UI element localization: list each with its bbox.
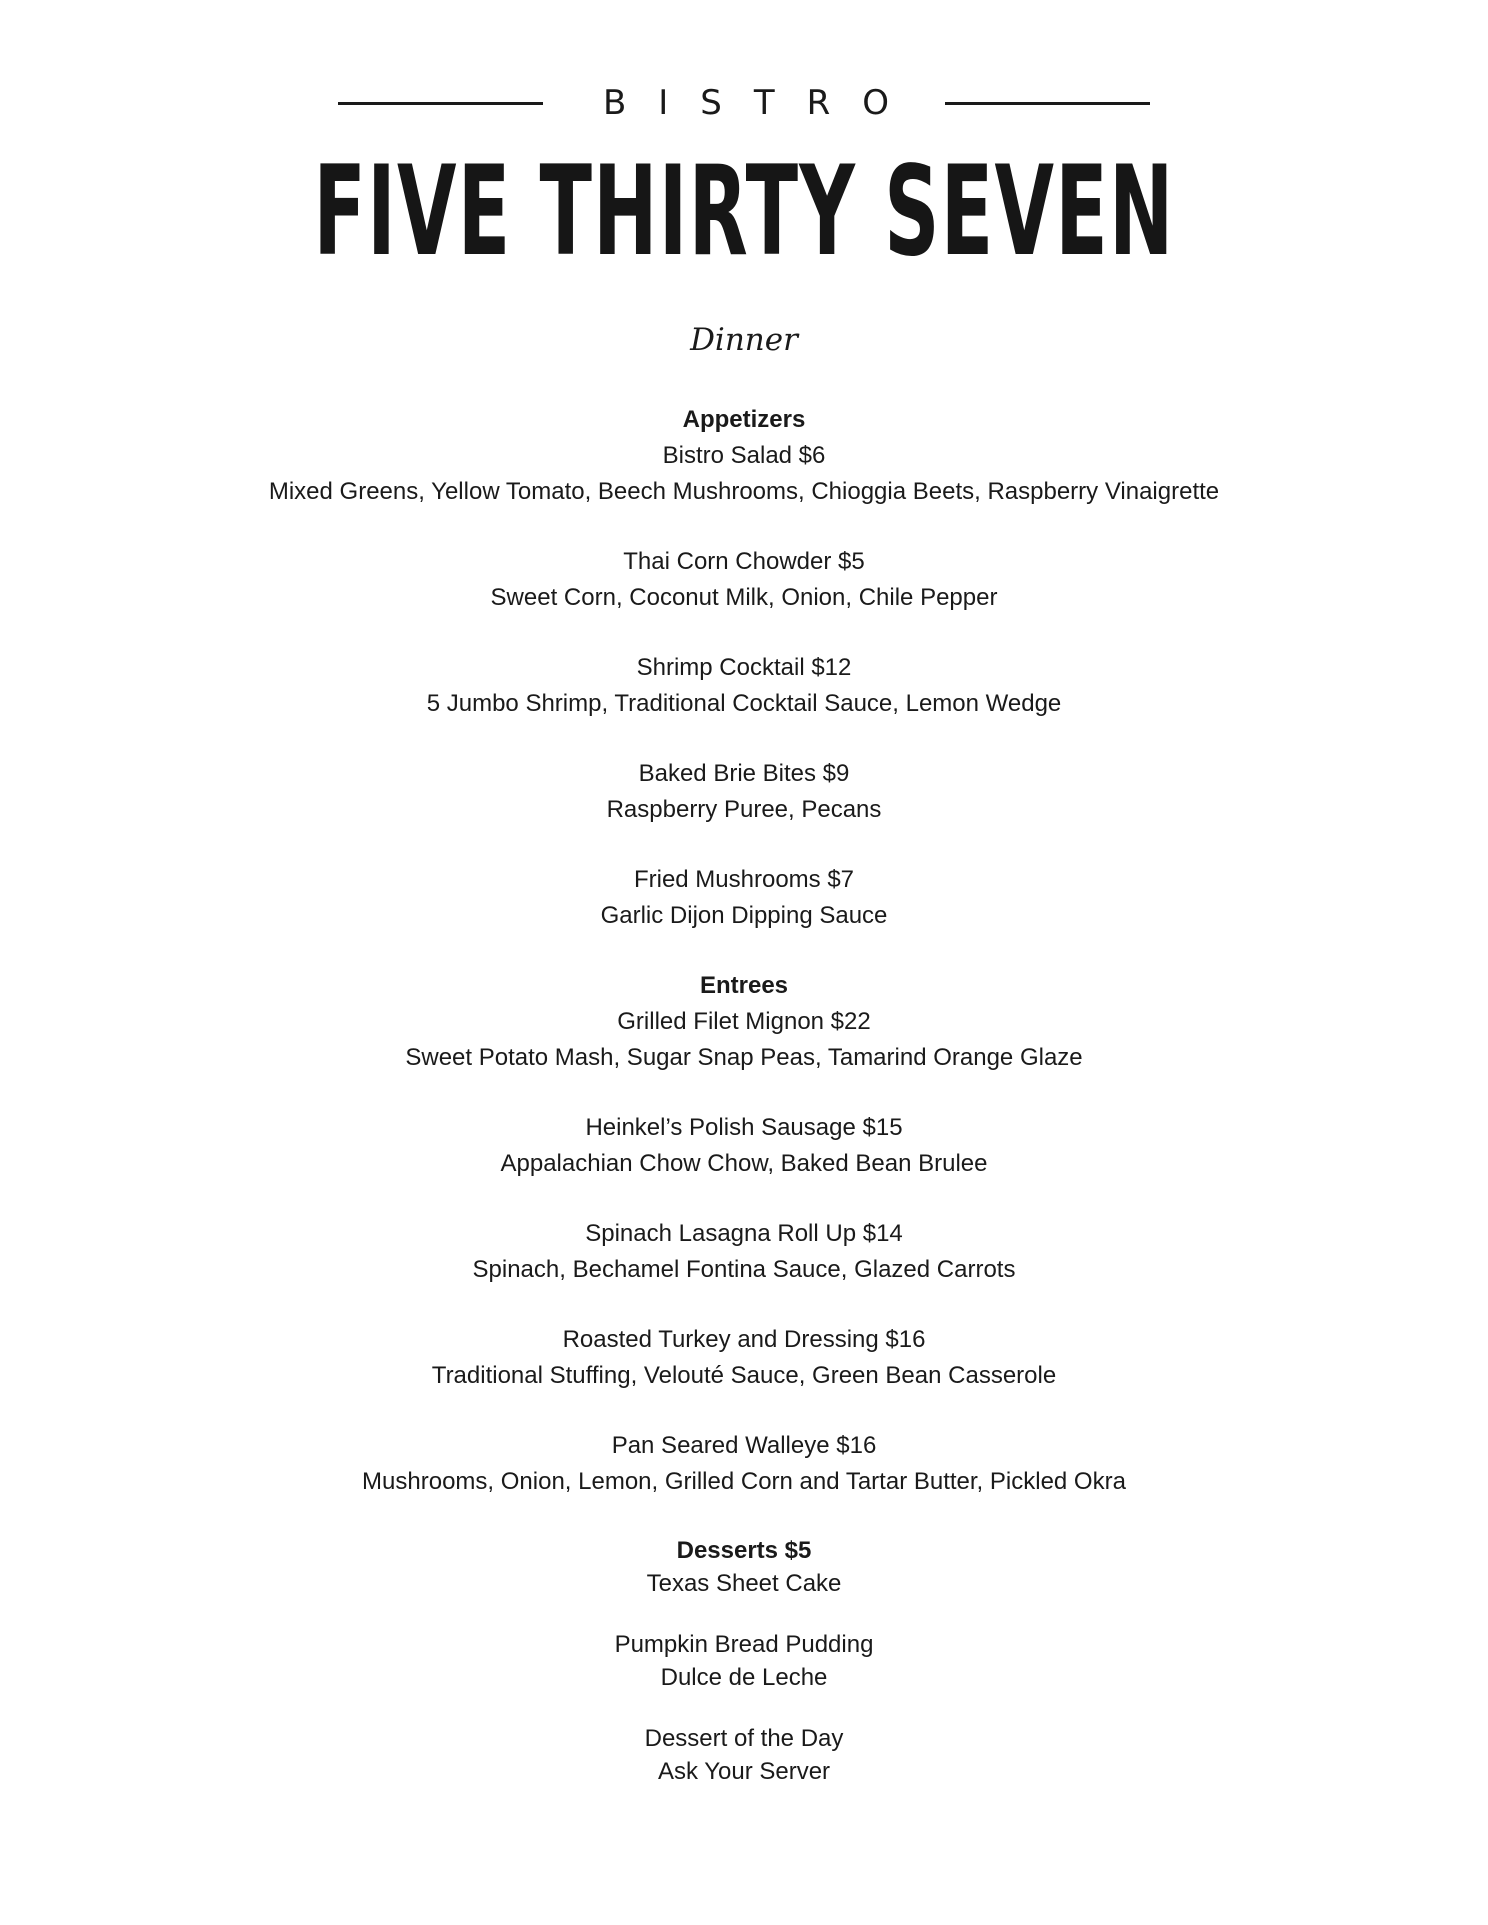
menu-item [0, 1216, 1488, 1288]
meal-title: Dinner [690, 322, 798, 358]
menu-item [0, 438, 1488, 510]
restaurant-name: FIVE THIRTY SEVEN [313, 140, 1175, 284]
item-description: Mixed Greens, Yellow Tomato, Beech Mushrooms, Chioggia Beets, Raspberry Vinaigrette [268, 478, 1220, 505]
left-rule [338, 102, 543, 105]
menu-item [0, 1567, 1488, 1600]
item-description: Sweet Potato Mash, Sugar Snap Peas, Tamarind Orange Glaze [405, 1044, 1083, 1071]
right-rule [945, 102, 1150, 105]
item-name: Thai Corn Chowder $5 [623, 548, 865, 575]
item-description: Garlic Dijon Dipping Sauce [600, 902, 888, 929]
item-name: Heinkel’s Polish Sausage $15 [585, 1114, 903, 1141]
item-name: Shrimp Cocktail $12 [636, 654, 852, 681]
item-name: Spinach Lasagna Roll Up $14 [585, 1220, 903, 1247]
item-description: 5 Jumbo Shrimp, Traditional Cocktail Sauce, Lemon Wedge [426, 690, 1062, 717]
bistro-header [0, 78, 1488, 128]
item-name: Dessert of the Day [644, 1725, 844, 1752]
menu-item [0, 1628, 1488, 1694]
section-entrees [0, 968, 1488, 1500]
section-title: Desserts $5 [676, 1537, 812, 1564]
item-name: Texas Sheet Cake [646, 1570, 842, 1597]
menu-item [0, 1428, 1488, 1500]
item-description: Dulce de Leche [660, 1664, 828, 1691]
section-title: Entrees [699, 972, 789, 999]
section-title: Appetizers [682, 406, 806, 433]
item-name: Bistro Salad $6 [662, 442, 826, 469]
item-description: Spinach, Bechamel Fontina Sauce, Glazed Carrots [472, 1256, 1016, 1283]
menu-item [0, 756, 1488, 828]
bistro-label: BISTRO [602, 83, 922, 123]
menu-item [0, 1322, 1488, 1394]
menu-item [0, 650, 1488, 722]
item-description: Sweet Corn, Coconut Milk, Onion, Chile Pepper [490, 584, 998, 611]
menu-item [0, 1004, 1488, 1076]
item-description: Appalachian Chow Chow, Baked Bean Brulee [500, 1150, 988, 1177]
item-name: Fried Mushrooms $7 [633, 866, 855, 893]
menu-item [0, 544, 1488, 616]
menu-body [0, 402, 1488, 1822]
item-name: Pan Seared Walleye $16 [611, 1432, 877, 1459]
item-name: Grilled Filet Mignon $22 [617, 1008, 871, 1035]
item-description: Raspberry Puree, Pecans [606, 796, 882, 823]
item-name: Baked Brie Bites $9 [638, 760, 850, 787]
section-appetizers [0, 402, 1488, 934]
item-description: Traditional Stuffing, Velouté Sauce, Green Bean Casserole [431, 1362, 1057, 1389]
item-name: Pumpkin Bread Pudding [614, 1631, 874, 1658]
menu-item [0, 1722, 1488, 1788]
item-description: Ask Your Server [657, 1758, 831, 1785]
menu-item [0, 1110, 1488, 1182]
restaurant-logo [0, 78, 1488, 284]
item-description: Mushrooms, Onion, Lemon, Grilled Corn and Tartar Butter, Pickled Okra [362, 1468, 1126, 1495]
menu-item [0, 862, 1488, 934]
section-desserts [0, 1534, 1488, 1788]
item-name: Roasted Turkey and Dressing $16 [562, 1326, 926, 1353]
